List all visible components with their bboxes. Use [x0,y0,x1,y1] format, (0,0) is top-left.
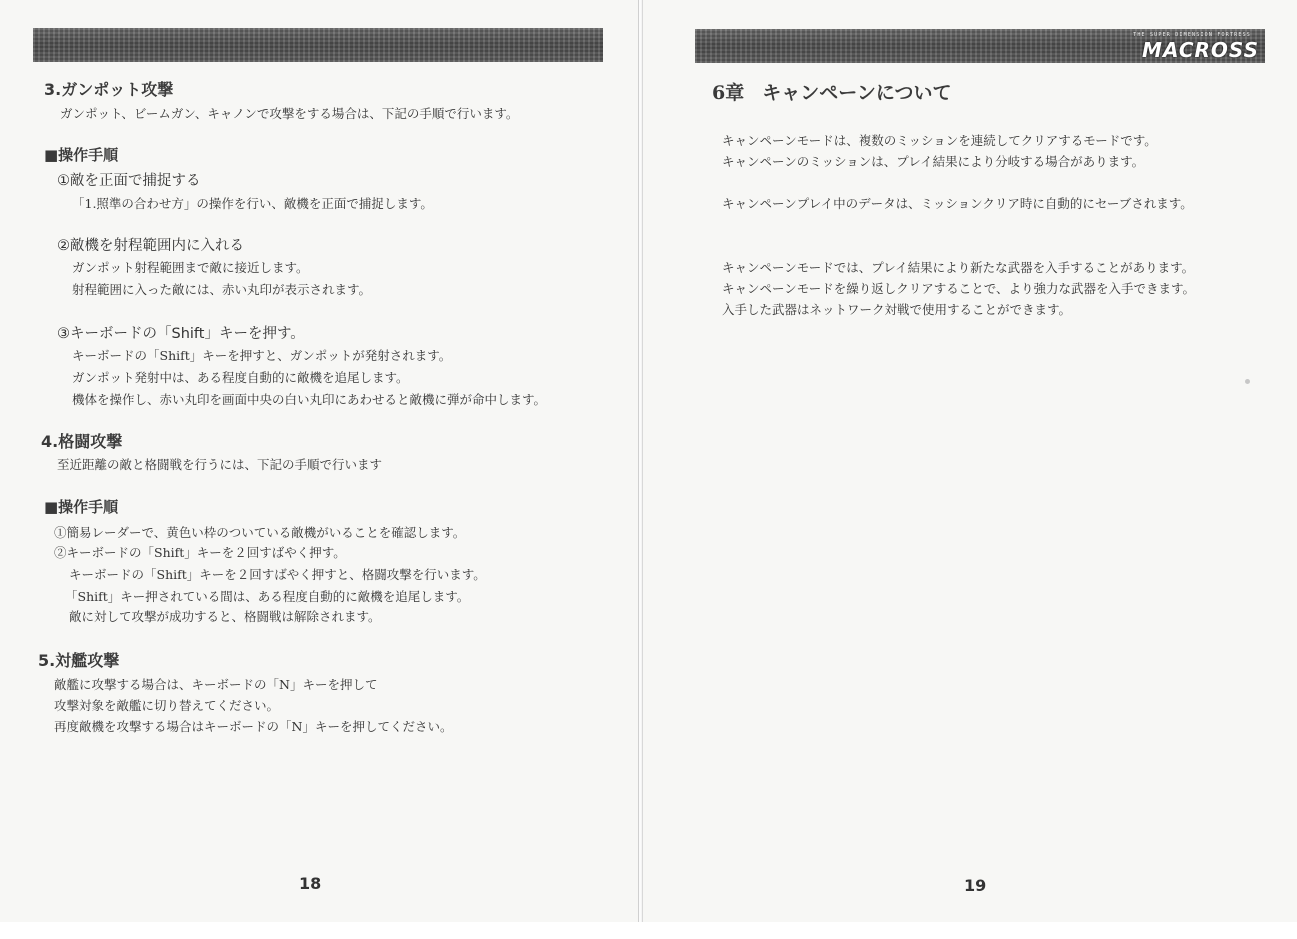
section5-line3: 再度敵機を攻撃する場合はキーボードの「N」キーを押してください。 [54,719,453,734]
section5-heading: 5.対艦攻撃 [38,651,120,670]
section3-heading: 3.ガンポット攻撃 [44,80,174,99]
left-page [0,0,639,925]
section3-step3-title: ③キーボードの「Shift」キーを押す。 [57,326,305,342]
chapter-heading [712,78,951,105]
section4-line5: 敵に対して攻撃が成功すると、格闘戦は解除されます。 [69,609,381,624]
section3-step3-line1: キーボードの「Shift」キーを押すと、ガンポットが発射されます。 [72,348,452,363]
page-number-right: 19 [964,876,987,895]
section4-line1: ①簡易レーダーで、黄色い枠のついている敵機がいることを確認します。 [54,525,466,540]
section3-step3-line2: ガンポット発射中は、ある程度自動的に敵機を追尾します。 [72,370,409,385]
section4-intro: 至近距離の敵と格闘戦を行うには、下記の手順で行います [57,457,383,472]
left-header-banner [33,28,603,62]
section4-line2: ②キーボードの「Shift」キーを２回すばやく押す。 [54,545,346,560]
page-bottom-edge [0,922,1297,939]
campaign-paragraph-6: 入手した武器はネットワーク対戦で使用することができます。 [722,302,1072,317]
section4-line3: キーボードの「Shift」キーを２回すばやく押すと、格闘攻撃を行います。 [69,567,486,582]
section3-step2-line2: 射程範囲に入った敵には、赤い丸印が表示されます。 [72,282,372,297]
section5-line1: 敵艦に攻撃する場合は、キーボードの「N」キーを押して [54,677,378,692]
section4-heading: 4.格闘攻撃 [41,432,123,451]
section3-step2-title: ②敵機を射程範囲内に入れる [57,238,244,254]
chapter-title: キャンペーンについて [762,82,952,104]
right-header-banner [695,29,1265,63]
campaign-paragraph-1: キャンペーンモードは、複数のミッションを連続してクリアするモードです。 [722,133,1157,148]
section4-line4: 「Shift」キー押されている間は、ある程度自動的に敵機を追尾します。 [65,589,470,604]
section3-procedure-heading: ■操作手順 [44,146,119,164]
page-number-left: 18 [299,874,322,893]
chapter-number: 6章 [712,82,745,104]
section3-step1-line1: 「1.照準の合わせ方」の操作を行い、敵機を正面で捕捉します。 [72,196,433,211]
section4-procedure-heading: ■操作手順 [44,498,119,516]
campaign-paragraph-3: キャンペーンプレイ中のデータは、ミッションクリア時に自動的にセーブされます。 [722,196,1193,211]
logo-tagline: THE SUPER DIMENSION FORTRESS [1133,32,1251,38]
section3-step2-line1: ガンポット射程範囲まで敵に接近します。 [72,260,309,275]
section5-line2: 攻撃対象を敵艦に切り替えてください。 [54,698,280,713]
right-page [642,0,1297,925]
campaign-paragraph-5: キャンペーンモードを繰り返しクリアすることで、より強力な武器を入手できます。 [722,281,1196,296]
section3-intro: ガンポット、ビームガン、キャノンで攻撃をする場合は、下記の手順で行います。 [60,106,519,121]
section3-step1-title: ①敵を正面で捕捉する [57,173,201,189]
campaign-paragraph-4: キャンペーンモードでは、プレイ結果により新たな武器を入手することがあります。 [722,260,1195,275]
macross-logo: MACROSS [1142,38,1259,62]
section3-step3-line3: 機体を操作し、赤い丸印を画面中央の白い丸印にあわせると敵機に弾が命中します。 [72,392,547,407]
campaign-paragraph-2: キャンペーンのミッションは、プレイ結果により分岐する場合があります。 [722,154,1145,169]
scan-speck [1245,379,1250,384]
